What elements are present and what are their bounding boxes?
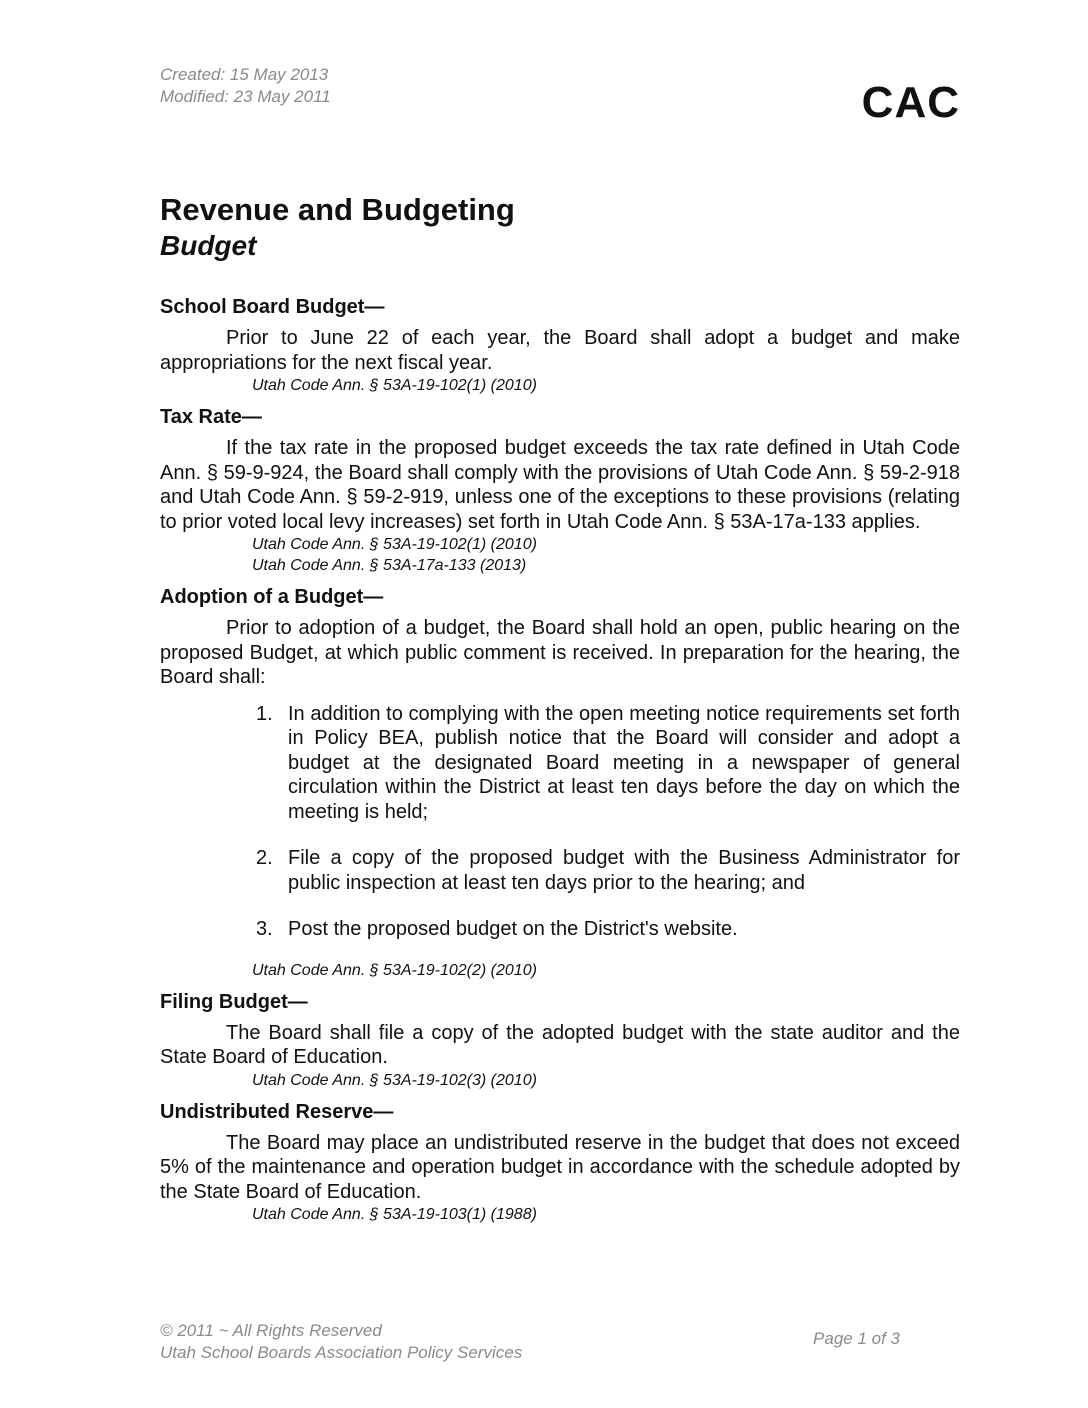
page-title: Revenue and Budgeting [160,192,515,227]
citation: Utah Code Ann. § 53A-19-102(3) (2010) [252,1071,537,1089]
section-heading: Tax Rate— [160,406,262,428]
section-heading: Adoption of a Budget— [160,586,384,608]
section-heading: Undistributed Reserve— [160,1100,394,1123]
section-paragraph: The Board shall file a copy of the adopted budget with the state auditor and the State Board of Education. [160,1021,960,1068]
section-undistributed-reserve [160,1099,960,1226]
list-item [256,917,960,942]
section-paragraph: Prior to June 22 of each year, the Board shall adopt a budget and make appropriations for the next fiscal year. [160,327,960,374]
section-adoption-of-a-budget [160,584,960,981]
section-tax-rate [160,404,960,576]
document-meta [160,64,331,108]
citation: Utah Code Ann. § 53A-19-102(1) (2010) [252,377,537,394]
policy-body [160,294,960,1225]
section-paragraph: The Board may place an undistributed reserve in the budget that does not exceed 5% of the maintenance and operation budget in accordance with the schedule adopted by the State Board of Education. [160,1131,960,1203]
list-number: 2. [256,847,273,869]
policy-code: CAC [861,78,960,127]
citation: Utah Code Ann. § 53A-19-103(1) (1988) [252,1206,537,1223]
requirements-list [160,702,960,942]
list-number: 1. [256,702,273,725]
citation: Utah Code Ann. § 53A-17a-133 (2013) [252,557,527,574]
citation: Utah Code Ann. § 53A-19-102(2) (2010) [252,961,537,979]
citation: Utah Code Ann. § 53A-19-102(1) (2010) [252,536,537,553]
list-item [256,846,960,895]
section-paragraph: If the tax rate in the proposed budget exceeds the tax rate defined in Utah Code Ann. § 59-9-924, the Board shall comply with the provisions of Utah Code Ann. § 59-2-918 and Utah Code Ann. § 59-2-919, unless one of the exceptions to these provisions (relating to prior voted local levy increases) set forth in Utah Code Ann. § 53A-17a-133 applies. [160,437,960,533]
list-item [256,702,960,825]
section-paragraph: Prior to adoption of a budget, the Board shall hold an open, public hearing on the proposed Budget, at which public comment is received. In preparation for the hearing, the Board shall: [160,617,960,688]
publisher-text: Utah School Boards Association Policy Services [160,1343,523,1362]
section-heading: School Board Budget— [160,296,385,318]
list-text: Post the proposed budget on the District's website. [288,918,738,940]
list-text: File a copy of the proposed budget with the Business Administrator for public inspection at least ten days prior to the hearing; and [288,847,960,894]
modified-date: Modified: 23 May 2011 [160,87,331,106]
list-number: 3. [256,918,273,940]
section-filing-budget [160,989,960,1091]
footer-left [160,1320,522,1364]
page-subtitle: Budget [160,230,257,261]
copyright-text: © 2011 ~ All Rights Reserved [160,1321,382,1340]
section-school-board-budget [160,294,960,396]
page-number: Page 1 of 3 [813,1329,900,1348]
section-heading: Filing Budget— [160,990,308,1013]
list-text: In addition to complying with the open meeting notice requirements set forth in Policy BEA, publish notice that the Board will consider and adopt a budget at the designated Board meeting in a newspaper of general circulation within the District at least ten days before the day on which the meeting is held; [288,702,960,823]
created-date: Created: 15 May 2013 [160,65,329,84]
